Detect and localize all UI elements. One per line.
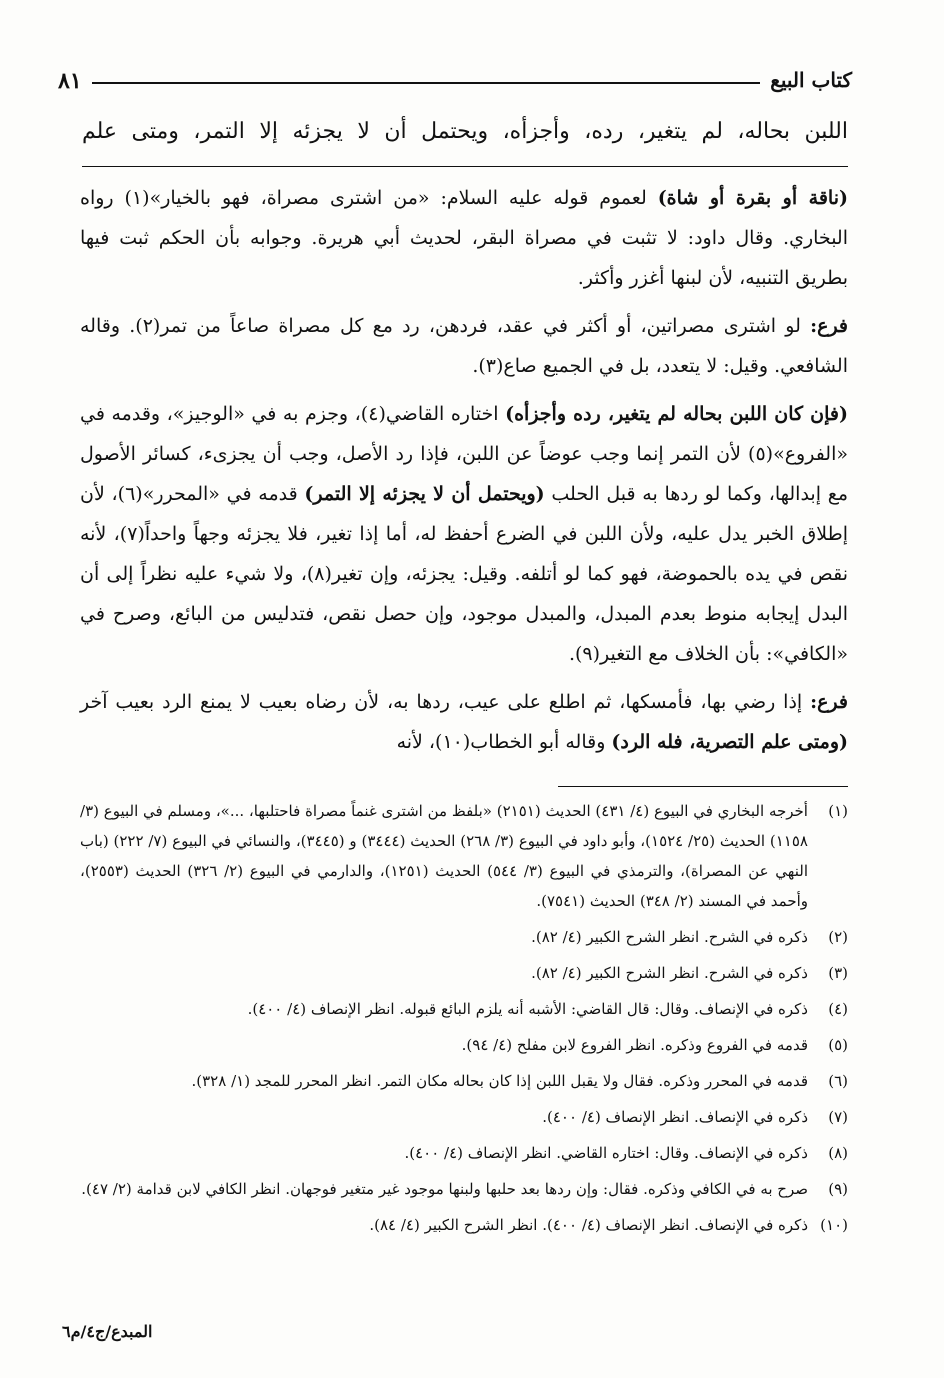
footnote	[80, 1138, 848, 1168]
footnote	[80, 958, 848, 988]
text-segment: قدمه في «المحرر»(٦)، لأن إطلاق الخبر يدل عليه، ولأن اللبن في الضرع أحفظ له، أما إذا تغير، فلا يجزئه وجهاً واحداً(٧)، لأنه نقص في يده بالحموضة، فهو كما لو أتلفه. وقيل: يجزئه، وإن تغير(٨)، ولا شيء عليه نظراً إلى أن البدل إيجابه منوط بعدم المبدل، والمبدل موجود، وإن حصل نقص، فتدليس من البائع، وصرح في «الكافي»: بأن الخلاف مع التغير(٩).	[80, 483, 848, 665]
printer-signature: المبدع/ج٤/م٦	[62, 1322, 153, 1341]
text-segment: اختاره القاضي(٤)، وجزم به في «الوجيز»، وقدمه في «الفروع»(٥) لأن التمر إنما وجب عوضاً عن اللبن، فإذا رد الأصل، وجب أن يجزىء، كسائر الأصول مع إبدالها، وكما لو ردها به قبل الحلب	[80, 403, 848, 505]
footnote	[80, 1210, 848, 1240]
footnote-number: (٣)	[828, 964, 848, 982]
footnote	[80, 1174, 848, 1204]
footnote-text: ذكره في الشرح. انظر الشرح الكبير (٤/ ٨٢).	[531, 928, 808, 946]
footnote-number: (٩)	[828, 1180, 848, 1198]
bold-segment: (ويحتمل أن لا يجزئه إلا التمر)	[304, 483, 545, 505]
paragraph	[80, 178, 848, 298]
bold-segment: (ناقة أو بقرة أو شاة)	[657, 187, 848, 209]
footnote	[80, 994, 848, 1024]
footnote-text: ذكره في الإنصاف. وقال: اختاره القاضي. انظر الإنصاف (٤/ ٤٠٠).	[404, 1144, 808, 1162]
footnote-number: (٨)	[828, 1144, 848, 1162]
bold-segment: (ومتى علم التصرية، فله الرد)	[611, 731, 848, 753]
text-segment: إذا رضي بها، فأمسكها، ثم اطلع على عيب، ردها به، لأن رضاه بعيب لا يمنع الرد بعيب آخر	[80, 691, 811, 713]
footnote-number: (٤)	[828, 1000, 848, 1018]
matn-divider	[82, 166, 848, 167]
footnote-divider	[558, 786, 848, 787]
commentary-body	[80, 178, 848, 770]
footnote-text: ذكره في الإنصاف. انظر الإنصاف (٤/ ٤٠٠). انظر الشرح الكبير (٤/ ٨٤).	[369, 1216, 808, 1234]
footnote-number: (١٠)	[820, 1216, 848, 1234]
text-segment: لعموم قوله عليه السلام: «من اشترى مصراة، فهو بالخيار»(١) رواه البخاري. وقال داود: لا تثبت في مصراة البقر، لحديث أبي هريرة. وجوابه بأن الحكم ثبت فيها بطريق التنبيه، لأن لبنها أغزر وأكثر.	[80, 187, 848, 289]
footnote-number: (٢)	[828, 928, 848, 946]
page-number: ٨١	[58, 68, 82, 94]
footnote	[80, 1030, 848, 1060]
footnote	[80, 796, 848, 916]
footnote-text: قدمه في المحرر وذكره. فقال ولا يقبل اللبن إذا كان بحاله مكان التمر. انظر المحرر للمجد (١/ ٣٢٨).	[191, 1072, 808, 1090]
continued-line: اللبن بحاله، لم يتغير، رده، وأجزأه، ويحتمل أن لا يجزئه إلا التمر، ومتى علم	[82, 119, 848, 144]
text-segment: وقاله أبو الخطاب(١٠)، لأنه	[396, 731, 612, 753]
header-rule	[92, 82, 761, 84]
footnote-number: (٥)	[828, 1036, 848, 1054]
footnote-text: قدمه في الفروع وذكره. انظر الفروع لابن مفلح (٤/ ٩٤).	[461, 1036, 808, 1054]
paragraph	[80, 306, 848, 386]
footnote-text: صرح به في الكافي وذكره. فقال: وإن ردها بعد حلبها ولبنها موجود غير متغير فوجهان. انظر الكافي لابن قدامة (٢/ ٤٧).	[81, 1180, 808, 1198]
running-title: كتاب البيع	[770, 68, 852, 92]
footnote	[80, 922, 848, 952]
bold-segment: فرع:	[810, 315, 849, 337]
footnote-text: ذكره في الإنصاف. وقال: قال القاضي: الأشبه أنه يلزم البائع قبوله. انظر الإنصاف (٤/ ٤٠٠).	[247, 1000, 808, 1018]
text-segment: لو اشترى مصراتين، أو أكثر في عقد، فردهن، رد مع كل مصراة صاعاً من تمر(٢). وقاله الشافعي. وقيل: لا يتعدد، بل في الجميع صاع(٣).	[80, 315, 848, 377]
footnote	[80, 1066, 848, 1096]
footnote	[80, 1102, 848, 1132]
footnote-text: أخرجه البخاري في البيوع (٤/ ٤٣١) الحديث (٢١٥١) «بلفظ من اشترى غنماً مصراة فاحتلبها، ...»، ومسلم في البيوع (٣/ ١١٥٨) الحديث (٢٥/ ١٥٢٤)، وأبو داود في البيوع (٣/ ٢٦٨) الحديث (٣٤٤٤) و (٣٤٤٥)، والنسائي في البيوع (٧/ ٢٢٢) (باب النهي عن المصراة)، والترمذي في البيوع (٣/ ٥٤٤) الحديث (١٢٥١)، والدارمي في البيوع (٢/ ٣٢٦) الحديث (٢٥٥٣)، وأحمد في المسند (٢/ ٣٤٨) الحديث (٧٥٤١).	[80, 802, 808, 910]
paragraph	[80, 394, 848, 674]
footnote-number: (٦)	[828, 1072, 848, 1090]
bold-segment: (فإن كان اللبن بحاله لم يتغير، رده وأجزأه)	[505, 403, 848, 425]
paragraph	[80, 682, 848, 762]
footnote-text: ذكره في الشرح. انظر الشرح الكبير (٤/ ٨٢).	[531, 964, 808, 982]
bold-segment: فرع:	[810, 691, 848, 713]
running-header	[58, 56, 852, 96]
footnotes	[80, 796, 848, 1246]
footnote-number: (١)	[828, 802, 848, 820]
footnote-text: ذكره في الإنصاف. انظر الإنصاف (٤/ ٤٠٠).	[542, 1108, 808, 1126]
footnote-number: (٧)	[828, 1108, 848, 1126]
